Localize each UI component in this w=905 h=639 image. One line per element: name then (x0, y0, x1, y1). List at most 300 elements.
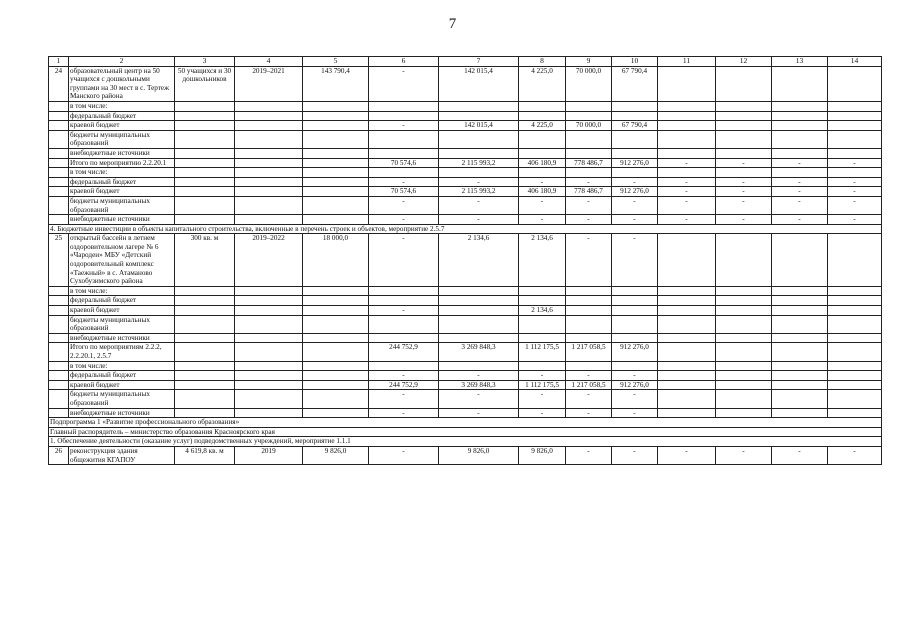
item-name-cell: в том числе: (69, 101, 175, 111)
table-cell (175, 168, 235, 178)
table-cell: - (772, 196, 828, 214)
table-cell (519, 101, 566, 111)
table-cell (175, 177, 235, 187)
item-name-cell: краевой бюджет (69, 306, 175, 316)
row-number-cell: 24 (49, 66, 69, 101)
table-cell: 70 574,6 (369, 158, 439, 168)
table-cell: - (369, 196, 439, 214)
row-number-cell (49, 168, 69, 178)
table-cell (303, 187, 369, 197)
table-cell (716, 380, 772, 390)
table-cell (519, 168, 566, 178)
table-cell: - (828, 187, 882, 197)
table-cell (716, 111, 772, 121)
table-cell (828, 101, 882, 111)
table-cell (828, 371, 882, 381)
table-cell (772, 168, 828, 178)
table-cell: 300 кв. м (175, 234, 235, 287)
section-heading-row (49, 427, 882, 437)
table-row (49, 361, 882, 371)
table-row (49, 296, 882, 306)
table-cell (612, 111, 658, 121)
table-cell (235, 390, 303, 408)
table-cell (175, 361, 235, 371)
table-cell (716, 296, 772, 306)
table-cell (439, 168, 519, 178)
item-name-cell: образовательный центр на 50 учащихся с дошкольными группами на 30 мест в с. Тертеж Манского района (69, 66, 175, 101)
table-cell (175, 130, 235, 148)
row-number-cell (49, 306, 69, 316)
table-cell: - (369, 390, 439, 408)
table-row (49, 158, 882, 168)
table-cell: - (772, 177, 828, 187)
row-number-cell: 26 (49, 446, 69, 464)
item-name-cell: бюджеты муниципальных образований (69, 390, 175, 408)
row-number-cell (49, 187, 69, 197)
table-cell (658, 296, 716, 306)
column-header: 1 (49, 57, 69, 67)
section-heading-row (49, 418, 882, 428)
table-cell (828, 111, 882, 121)
table-cell: 67 790,4 (612, 66, 658, 101)
table-cell: - (439, 177, 519, 187)
item-name-cell: краевой бюджет (69, 187, 175, 197)
table-cell (303, 408, 369, 418)
table-cell (175, 315, 235, 333)
table-cell (716, 343, 772, 361)
section-heading-row (49, 437, 882, 447)
table-cell (519, 286, 566, 296)
table-cell: - (612, 408, 658, 418)
table-cell (235, 177, 303, 187)
row-number-cell (49, 215, 69, 225)
table-cell (828, 333, 882, 343)
table-cell (175, 158, 235, 168)
column-header: 11 (658, 57, 716, 67)
table-cell: 2 134,6 (439, 234, 519, 287)
column-header: 3 (175, 57, 235, 67)
table-row (49, 130, 882, 148)
table-cell: - (369, 121, 439, 131)
table-cell (772, 343, 828, 361)
row-number-cell (49, 390, 69, 408)
row-number-cell (49, 315, 69, 333)
table-cell (175, 187, 235, 197)
table-cell (566, 130, 612, 148)
table-cell (439, 130, 519, 148)
table-cell: - (519, 196, 566, 214)
table-cell: 912 276,0 (612, 343, 658, 361)
table-cell: 778 486,7 (566, 158, 612, 168)
table-cell: 4 225,0 (519, 66, 566, 101)
table-cell (828, 390, 882, 408)
table-cell: - (772, 187, 828, 197)
table-cell (439, 148, 519, 158)
table-cell (519, 296, 566, 306)
table-cell: 18 000,0 (303, 234, 369, 287)
table-cell (612, 315, 658, 333)
table-cell (716, 121, 772, 131)
table-cell: 4 619,8 кв. м (175, 446, 235, 464)
table-cell: - (716, 196, 772, 214)
table-cell (303, 130, 369, 148)
table-cell: 912 276,0 (612, 158, 658, 168)
table-cell (658, 306, 716, 316)
table-cell (369, 130, 439, 148)
table-cell (772, 306, 828, 316)
table-cell (175, 286, 235, 296)
table-cell (658, 130, 716, 148)
table-row (49, 215, 882, 225)
table-cell (439, 333, 519, 343)
table-cell: 244 752,9 (369, 343, 439, 361)
table-cell (235, 158, 303, 168)
table-cell: - (772, 446, 828, 464)
item-name-cell: федеральный бюджет (69, 111, 175, 121)
table-cell: - (439, 408, 519, 418)
row-number-cell (49, 371, 69, 381)
column-header: 2 (69, 57, 175, 67)
table-cell (612, 306, 658, 316)
table-cell (828, 234, 882, 287)
table-cell: - (566, 196, 612, 214)
item-name-cell: федеральный бюджет (69, 296, 175, 306)
table-cell (828, 168, 882, 178)
item-name-cell: внебюджетные источники (69, 408, 175, 418)
row-number-cell (49, 111, 69, 121)
table-cell: - (566, 446, 612, 464)
table-cell: - (658, 446, 716, 464)
row-number-cell (49, 296, 69, 306)
item-name-cell: в том числе: (69, 168, 175, 178)
table-cell: - (369, 177, 439, 187)
table-cell: 70 574,6 (369, 187, 439, 197)
table-cell (828, 66, 882, 101)
table-cell (658, 390, 716, 408)
row-number-cell (49, 408, 69, 418)
table-row (49, 148, 882, 158)
table-cell: - (566, 234, 612, 287)
table-cell (658, 408, 716, 418)
table-cell (612, 296, 658, 306)
table-cell (716, 408, 772, 418)
table-cell: - (658, 158, 716, 168)
table-cell (303, 390, 369, 408)
table-cell: 70 000,0 (566, 121, 612, 131)
table-cell: 778 486,7 (566, 187, 612, 197)
table-cell (566, 286, 612, 296)
section-heading: Подпрограмма 1 «Развитие профессионального образования» (49, 418, 882, 428)
table-cell (612, 286, 658, 296)
item-name-cell: внебюджетные источники (69, 148, 175, 158)
table-cell: - (772, 158, 828, 168)
table-cell (658, 168, 716, 178)
page-number: 7 (448, 16, 457, 32)
table-cell (235, 215, 303, 225)
item-name-cell: Итого по мероприятию 2.2.20.1 (69, 158, 175, 168)
table-cell (612, 101, 658, 111)
table-cell (303, 380, 369, 390)
table-cell (175, 196, 235, 214)
table-cell (303, 168, 369, 178)
table-cell (772, 121, 828, 131)
row-number-cell (49, 196, 69, 214)
table-cell: 406 180,9 (519, 158, 566, 168)
table-cell (235, 168, 303, 178)
table-cell (303, 177, 369, 187)
table-cell (828, 343, 882, 361)
table-cell: 2 115 993,2 (439, 187, 519, 197)
table-cell: 2 115 993,2 (439, 158, 519, 168)
table-cell: - (519, 215, 566, 225)
table-cell (303, 315, 369, 333)
table-cell: 1 217 058,5 (566, 343, 612, 361)
table-cell (369, 296, 439, 306)
table-cell: - (658, 177, 716, 187)
table-cell: - (612, 196, 658, 214)
table-cell (772, 286, 828, 296)
table-cell (439, 296, 519, 306)
row-number-cell (49, 158, 69, 168)
table-cell: - (369, 408, 439, 418)
table-row (49, 121, 882, 131)
item-name-cell: реконструкция здания общежития КГАПОУ (69, 446, 175, 464)
table-cell: - (369, 371, 439, 381)
table-cell (566, 361, 612, 371)
table-cell (303, 215, 369, 225)
table-cell: - (566, 177, 612, 187)
table-cell (658, 380, 716, 390)
table-cell (235, 121, 303, 131)
table-cell: - (369, 215, 439, 225)
table-cell (658, 148, 716, 158)
table-cell (658, 286, 716, 296)
table-cell: - (439, 390, 519, 408)
table-cell (772, 371, 828, 381)
table-cell: 406 180,9 (519, 187, 566, 197)
table-cell (828, 130, 882, 148)
table-cell: - (716, 446, 772, 464)
table-cell (303, 343, 369, 361)
item-name-cell: бюджеты муниципальных образований (69, 130, 175, 148)
table-cell (716, 130, 772, 148)
table-cell: 2019–2022 (235, 234, 303, 287)
table-cell (772, 296, 828, 306)
table-cell: - (716, 215, 772, 225)
table-cell (303, 111, 369, 121)
table-cell (658, 101, 716, 111)
table-cell (369, 168, 439, 178)
item-name-cell: краевой бюджет (69, 121, 175, 131)
table-cell (612, 168, 658, 178)
column-header: 6 (369, 57, 439, 67)
table-cell: 142 015,4 (439, 121, 519, 131)
table-cell (612, 148, 658, 158)
table-row (49, 315, 882, 333)
table-cell: - (828, 177, 882, 187)
column-header: 12 (716, 57, 772, 67)
table-cell (772, 408, 828, 418)
column-header: 10 (612, 57, 658, 67)
column-header: 9 (566, 57, 612, 67)
table-cell: 912 276,0 (612, 187, 658, 197)
item-name-cell: федеральный бюджет (69, 177, 175, 187)
table-cell (175, 408, 235, 418)
table-cell (519, 315, 566, 333)
table-cell (175, 215, 235, 225)
row-number-cell (49, 361, 69, 371)
table-cell: - (566, 390, 612, 408)
budget-table (48, 56, 882, 465)
column-header: 14 (828, 57, 882, 67)
item-name-cell: в том числе: (69, 286, 175, 296)
column-header-row (49, 57, 882, 67)
table-cell (566, 296, 612, 306)
table-cell (612, 130, 658, 148)
table-cell (716, 101, 772, 111)
table-cell: 50 учащихся и 30 дошкольников (175, 66, 235, 101)
table-cell: - (828, 215, 882, 225)
table-cell (439, 315, 519, 333)
table-cell (235, 306, 303, 316)
table-cell (303, 361, 369, 371)
table-cell: - (612, 177, 658, 187)
table-row (49, 286, 882, 296)
table-cell (772, 361, 828, 371)
table-cell: - (369, 234, 439, 287)
table-cell (369, 361, 439, 371)
table-row (49, 390, 882, 408)
table-row (49, 177, 882, 187)
section-heading: 4. Бюджетные инвестиции в объекты капитального строительства, включенные в перечень строек и объектов, мероприятие 2.5.7 (49, 224, 882, 234)
table-cell (439, 361, 519, 371)
table-cell (658, 121, 716, 131)
table-cell (828, 315, 882, 333)
table-cell (658, 371, 716, 381)
table-cell (828, 380, 882, 390)
table-cell: - (612, 234, 658, 287)
table-cell (716, 234, 772, 287)
column-header: 13 (772, 57, 828, 67)
table-cell (828, 296, 882, 306)
table-cell (235, 296, 303, 306)
table-cell (658, 66, 716, 101)
table-row (49, 66, 882, 101)
table-cell (772, 101, 828, 111)
item-name-cell: федеральный бюджет (69, 371, 175, 381)
table-cell (566, 111, 612, 121)
table-cell (175, 390, 235, 408)
table-cell: - (369, 446, 439, 464)
table-cell (175, 306, 235, 316)
table-cell (772, 111, 828, 121)
table-cell (175, 111, 235, 121)
table-cell: 2 134,6 (519, 234, 566, 287)
table-cell: - (612, 446, 658, 464)
table-cell (566, 148, 612, 158)
table-cell: - (369, 306, 439, 316)
table-cell: - (566, 215, 612, 225)
table-cell (716, 286, 772, 296)
table-cell (772, 390, 828, 408)
table-cell (175, 121, 235, 131)
table-cell (566, 333, 612, 343)
table-cell: 244 752,9 (369, 380, 439, 390)
row-number-cell (49, 286, 69, 296)
table-cell (369, 315, 439, 333)
table-cell (716, 361, 772, 371)
table-cell: - (658, 187, 716, 197)
table-cell: 1 217 058,5 (566, 380, 612, 390)
table-cell (772, 148, 828, 158)
table-cell (439, 306, 519, 316)
table-cell: - (519, 408, 566, 418)
table-cell (303, 296, 369, 306)
table-cell (439, 286, 519, 296)
table-cell (716, 390, 772, 408)
table-cell (612, 333, 658, 343)
table-row (49, 343, 882, 361)
table-cell (772, 380, 828, 390)
table-cell (519, 111, 566, 121)
row-number-cell (49, 177, 69, 187)
table-cell: - (716, 177, 772, 187)
table-cell (716, 148, 772, 158)
table-cell (828, 361, 882, 371)
table-cell (235, 380, 303, 390)
table-row (49, 196, 882, 214)
table-cell (175, 371, 235, 381)
item-name-cell: краевой бюджет (69, 380, 175, 390)
table-row (49, 380, 882, 390)
table-cell (235, 361, 303, 371)
table-cell (235, 111, 303, 121)
table-cell: - (612, 215, 658, 225)
table-cell (566, 315, 612, 333)
table-cell (175, 101, 235, 111)
table-cell (566, 306, 612, 316)
table-cell: - (566, 408, 612, 418)
table-row (49, 408, 882, 418)
table-cell (369, 101, 439, 111)
row-number-cell (49, 333, 69, 343)
table-row (49, 371, 882, 381)
table-cell (369, 286, 439, 296)
table-cell (369, 111, 439, 121)
column-header: 4 (235, 57, 303, 67)
table-row (49, 333, 882, 343)
row-number-cell (49, 148, 69, 158)
table-cell (369, 333, 439, 343)
table-cell: - (658, 196, 716, 214)
table-cell (235, 371, 303, 381)
table-cell: - (519, 390, 566, 408)
table-cell (235, 130, 303, 148)
table-cell (175, 343, 235, 361)
table-cell: 1 112 175,5 (519, 380, 566, 390)
table-cell (658, 315, 716, 333)
table-cell: - (612, 390, 658, 408)
table-cell (439, 111, 519, 121)
table-cell: - (439, 215, 519, 225)
table-cell (175, 380, 235, 390)
row-number-cell (49, 343, 69, 361)
table-cell (772, 66, 828, 101)
row-number-cell (49, 121, 69, 131)
table-cell: 4 225,0 (519, 121, 566, 131)
table-cell (612, 361, 658, 371)
row-number-cell (49, 380, 69, 390)
